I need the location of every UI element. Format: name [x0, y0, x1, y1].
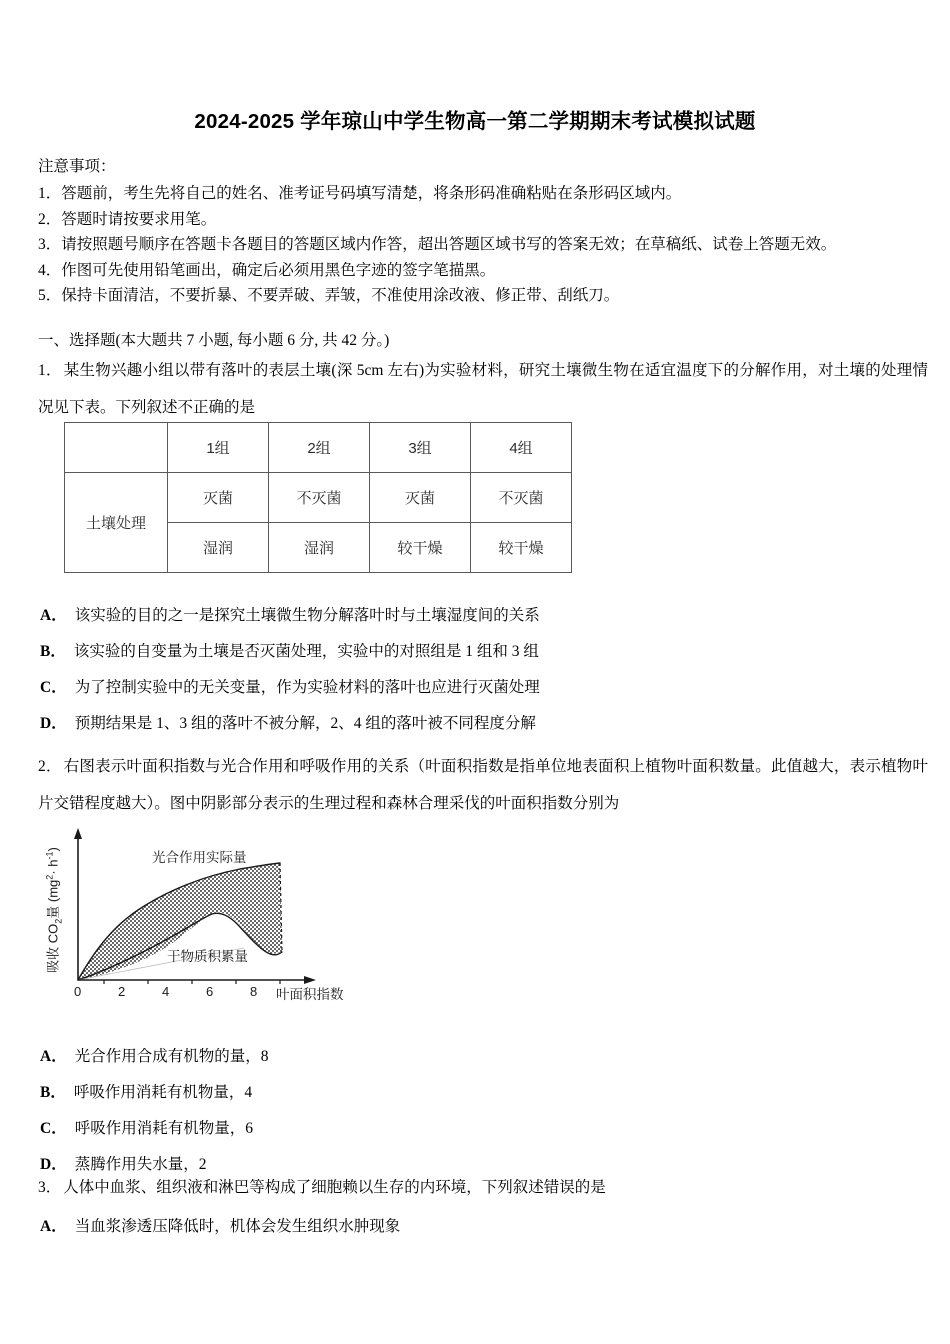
annotation-gross-photosynthesis: 光合作用实际量 [152, 850, 247, 865]
option-text: 呼吸作用消耗有机物量，6 [74, 1120, 253, 1137]
table-header-group-1: 1组 [168, 423, 269, 473]
question-2-option-c [40, 1118, 253, 1140]
notice-item-text: 作图可先使用铅笔画出，确定后必须用黑色字迹的签字笔描黑。 [61, 261, 496, 279]
question-1-number: 1． [38, 362, 62, 379]
x-tick-label-2: 2 [118, 984, 126, 999]
option-text: 呼吸作用消耗有机物量，4 [73, 1084, 253, 1101]
x-axis-label: 叶面积指数 [276, 987, 344, 1002]
notice-item [38, 181, 928, 207]
notice-item-text: 保持卡面清洁，不要折暴、不要弄破、弄皱，不准使用涂改液、修正带、刮纸刀。 [61, 287, 620, 304]
x-tick-label-8: 8 [250, 984, 258, 999]
x-tick-label-4: 4 [162, 984, 170, 999]
table-header-group-4: 4组 [471, 423, 572, 473]
question-3-text: 人体中血浆、组织液和淋巴等构成了细胞赖以生存的内环境，下列叙述错误的是 [63, 1179, 606, 1196]
question-2-stem [38, 748, 928, 822]
option-text: 该实验的自变量为土壤是否灭菌处理，实验中的对照组是 1 组和 3 组 [73, 643, 539, 660]
leaf-area-index-chart [44, 822, 374, 1027]
option-label: A． [40, 607, 67, 624]
option-text: 预期结果是 1、3 组的落叶不被分解，2、4 组的落叶被不同程度分解 [74, 715, 536, 732]
notice-item-text: 答题时请按要求用笔。 [61, 210, 217, 228]
question-1-option-d [40, 713, 536, 735]
table-row [65, 473, 572, 523]
notice-item-number: 5． [38, 287, 62, 304]
option-label: C． [40, 1120, 67, 1137]
notice-item-text: 答题前，考生先将自己的姓名、准考证号码填写清楚，将条形码准确粘贴在条形码区域内。 [61, 185, 682, 202]
option-text: 为了控制实验中的无关变量，作为实验材料的落叶也应进行灭菌处理 [74, 679, 540, 696]
table-cell: 湿润 [269, 523, 370, 573]
annotation-dry-matter: 干物质积累量 [167, 949, 248, 964]
section-heading: 一、选择题(本大题共 7 小题, 每小题 6 分, 共 42 分。) [38, 332, 390, 349]
question-2-number: 2． [38, 758, 62, 775]
option-label: C． [40, 679, 67, 696]
table-cell: 较干燥 [370, 523, 471, 573]
option-label: B． [40, 1084, 66, 1101]
notice-item-number: 3． [38, 236, 62, 253]
option-label: A． [40, 1048, 67, 1065]
table-cell: 湿润 [168, 523, 269, 573]
notice-item [38, 283, 928, 309]
notice-item-number: 2． [38, 210, 62, 228]
question-2-text: 右图表示叶面积指数与光合作用和呼吸作用的关系（叶面积指数是指单位地表面积上植物叶面积数量。此值越大，表示植物叶片交错程度越大）。图中阴影部分表示的生理过程和森林合理采伐的叶面积指数分别为 [38, 758, 928, 812]
option-text: 光合作用合成有机物的量，8 [74, 1048, 269, 1065]
table-cell: 不灭菌 [471, 473, 572, 523]
question-1-stem [38, 352, 928, 426]
notice-item [38, 232, 928, 258]
notice-item-number: 4． [38, 261, 62, 279]
table-row [65, 423, 572, 473]
question-3-stem [38, 1174, 928, 1202]
question-3-number: 3． [38, 1179, 62, 1196]
question-2-option-d [40, 1154, 206, 1176]
y-axis-arrow [74, 828, 82, 839]
table-cell: 不灭菌 [269, 473, 370, 523]
y-axis-label: 吸收 $CO_2$量 $(mg^2\cdot h^{-1})$ [44, 846, 64, 973]
option-label: A． [40, 1218, 67, 1235]
table-cell: 较干燥 [471, 523, 572, 573]
notice-block [38, 155, 928, 309]
table-cell: 灭菌 [370, 473, 471, 523]
table-corner-cell [65, 423, 168, 473]
table-cell: 灭菌 [168, 473, 269, 523]
question-2-option-a [40, 1046, 268, 1068]
option-label: D． [40, 715, 67, 732]
question-2-option-b [40, 1082, 252, 1104]
y-axis-label-wrap [40, 822, 66, 997]
option-label: D． [40, 1156, 67, 1173]
soil-treatment-table [64, 422, 572, 573]
table-header-group-3: 3组 [370, 423, 471, 473]
question-3-option-a [40, 1216, 400, 1238]
notice-item [38, 207, 928, 233]
option-text: 当血浆渗透压降低时，机体会发生组织水肿现象 [74, 1218, 401, 1235]
notice-item [38, 258, 928, 284]
x-tick-label-6: 6 [206, 984, 214, 999]
x-tick-label-0: 0 [74, 984, 82, 999]
question-1-option-c [40, 677, 540, 699]
question-1-option-b [40, 641, 539, 663]
notice-heading: 注意事项： [38, 158, 116, 175]
notice-item-number: 1． [38, 185, 62, 202]
question-1-text: 某生物兴趣小组以带有落叶的表层土壤(深 5cm 左右)为实验材料，研究土壤微生物在适宜温度下的分解作用，对土壤的处理情况见下表。下列叙述不正确的是 [38, 362, 928, 416]
page-title: 2024-2025 学年琼山中学生物高一第二学期期末考试模拟试题 [194, 110, 756, 133]
option-text: 该实验的目的之一是探究土壤微生物分解落叶时与土壤湿度间的关系 [74, 607, 540, 624]
option-label: B． [40, 643, 66, 660]
question-1-option-a [40, 605, 540, 627]
table-row-label-soil-treatment: 土壤处理 [65, 473, 168, 573]
option-text: 蒸腾作用失水量，2 [74, 1156, 207, 1173]
table-header-group-2: 2组 [269, 423, 370, 473]
notice-item-text: 请按照题号顺序在答题卡各题目的答题区域内作答，超出答题区域书写的答案无效；在草稿纸、试卷上答题无效。 [61, 236, 837, 253]
